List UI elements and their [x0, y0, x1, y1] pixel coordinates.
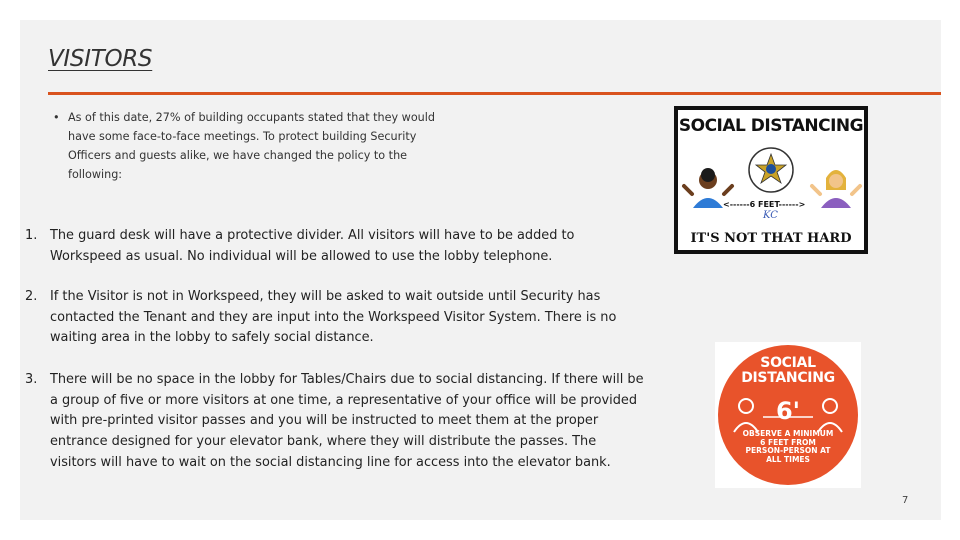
list-item-text: The guard desk will have a protective divider. All visitors will have to be added to Workspeed as usual. No individual will be allowed to use the lobby telephone.	[50, 228, 575, 264]
list-item-text: There will be no space in the lobby for Tables/Chairs due to social distancing. If there will be a group of five or more visitors at one time, a representative of your office will be provided with pre-printed visitor passes and you will be instructed to meet them at the proper entrance designed for your elevator bank, where they will distribute the passes. The visitors will have to wait on the social distancing line for access into the elevator bank.	[50, 372, 644, 470]
sign-heading: SOCIAL DISTANCING	[678, 116, 864, 136]
intro-paragraph	[53, 108, 448, 184]
sign-footer: IT'S NOT THAT HARD	[690, 231, 852, 246]
round-sign-line2: DISTANCING	[741, 370, 835, 386]
round-sign-heading	[715, 356, 861, 386]
distance-label: <------6 FEET------>	[723, 200, 806, 209]
intro-text: As of this date, 27% of building occupants stated that they would have some face-to-face meetings. To protect building Security Officers and guests alike, we have changed the policy to the following:	[68, 111, 435, 181]
svg-text:KC: KC	[763, 210, 778, 221]
person-shrugging-icon	[812, 170, 860, 208]
list-item-text: If the Visitor is not in Workspeed, they will be asked to wait outside until Security has contacted the Tenant and they are input into the Workspeed Visitor System. There is no waiting area in the lobby to safely social distance.	[50, 289, 617, 346]
social-distancing-sign-image	[674, 106, 868, 254]
sheriff-badge-icon	[749, 148, 793, 192]
list-number: 3.	[25, 372, 38, 387]
sign-illustration	[678, 110, 864, 250]
list-number: 1.	[25, 228, 38, 243]
list-number: 2.	[25, 289, 38, 304]
slide-title: VISITORS	[48, 46, 153, 72]
page-number: 7	[902, 495, 909, 506]
round-sign-instructions: OBSERVE A MINIMUM 6 FEET FROM PERSON-PERSON AT ALL TIMES	[742, 429, 834, 464]
list-item-3	[25, 370, 645, 474]
round-sign-line1: SOCIAL	[760, 355, 816, 371]
social-distancing-round-sign-image	[715, 342, 861, 488]
title-divider	[48, 92, 941, 95]
list-item-1	[25, 226, 585, 267]
round-sign-distance: 6'	[775, 397, 801, 425]
bullet-icon: •	[53, 111, 60, 124]
list-item-2	[25, 287, 635, 349]
